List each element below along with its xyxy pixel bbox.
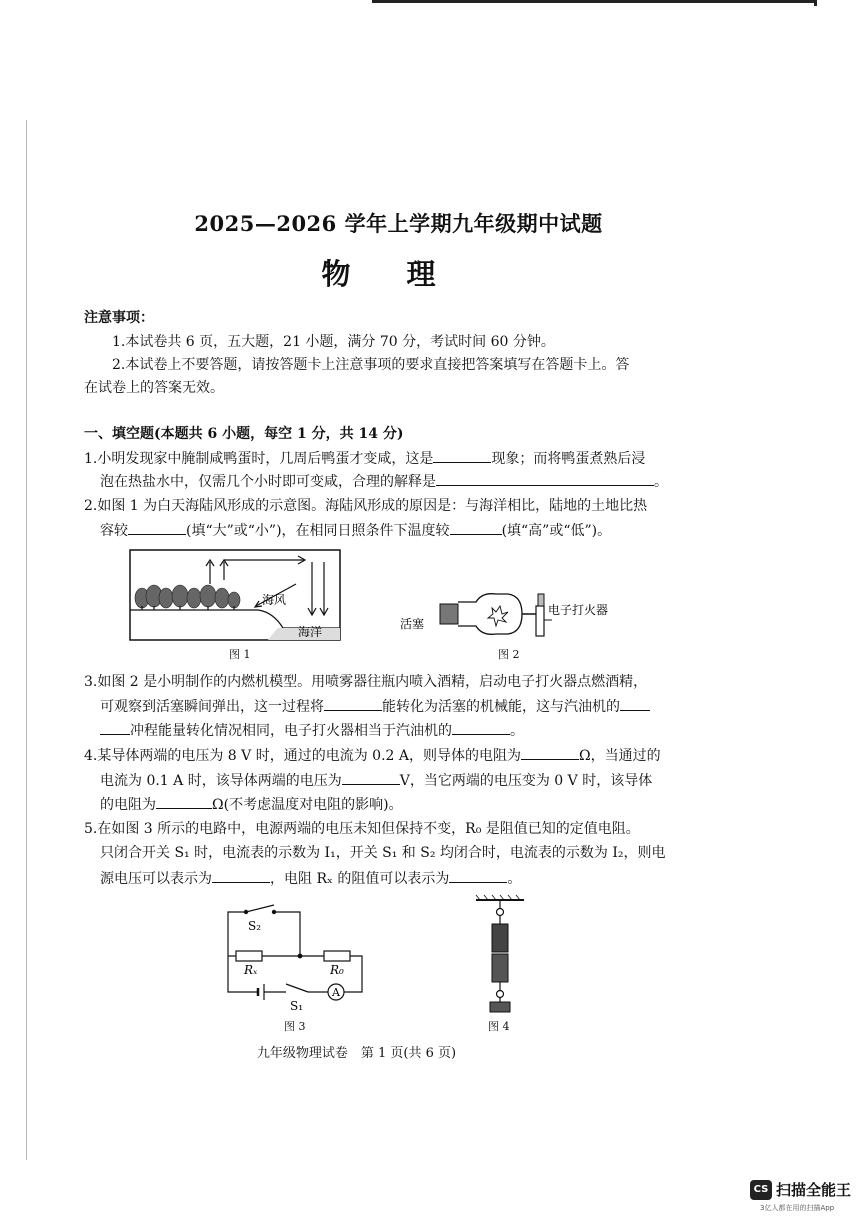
q3-answer-blank-3[interactable] — [452, 720, 510, 735]
notice-heading: 注意事项： — [84, 310, 154, 326]
fig3-s1-label: S₁ — [290, 999, 304, 1013]
watermark-slogan: 3亿人都在用的扫描App — [760, 1204, 835, 1212]
q2-text-a: 容较 — [100, 523, 128, 539]
q5-answer-blank-2[interactable] — [449, 868, 507, 883]
q4-text-b: Ω，当通过的 — [579, 748, 661, 764]
figure-4-hanging-lead-blocks — [470, 894, 530, 1016]
q5-text-a: 源电压可以表示为 — [100, 871, 212, 887]
fig3-rx-label: Rₓ — [244, 963, 258, 977]
figure-2-caption: 图 2 — [498, 648, 520, 661]
subject-char-1: 物 — [321, 257, 351, 291]
q2-text-b: (填“大”或“小”)，在相同日照条件下温度较 — [186, 523, 450, 539]
subject-title — [0, 252, 757, 293]
q2-answer-blank-2[interactable] — [450, 520, 502, 535]
question-2-line-1: 2.如图 1 为白天海陆风形成的示意图。海陆风形成的原因是：与海洋相比，陆地的土地比热 — [84, 498, 648, 514]
notice-item-2-line-2: 在试卷上的答案无效。 — [84, 380, 224, 396]
watermark-app-name: 扫描全能王 — [776, 1181, 852, 1199]
q5-text-b: ，电阻 Rₓ 的阻值可以表示为 — [270, 871, 450, 887]
q4-text-a: 4.某导体两端的电压为 8 V 时，通过的电流为 0.2 A，则导体的电阻为 — [84, 748, 521, 764]
figure-1-caption: 图 1 — [229, 648, 251, 661]
exam-title: 2025—2026 学年上学期九年级期中试题 — [194, 211, 603, 236]
question-4-line-2 — [100, 770, 652, 791]
question-1-line-2 — [100, 471, 668, 492]
figure-3-caption: 图 3 — [284, 1020, 306, 1033]
q3-text-d: 。 — [510, 723, 524, 739]
notice-item-2-line-1: 2.本试卷上不要答题，请按答题卡上注意事项的要求直接把答案填写在答题卡上。答 — [112, 357, 630, 373]
fig3-ammeter-label: A — [332, 986, 340, 999]
question-3-line-2 — [100, 696, 650, 717]
q1-text-d: 。 — [654, 474, 668, 490]
notice-item-1: 1.本试卷共 6 页，五大题，21 小题，满分 70 分，考试时间 60 分钟。 — [112, 334, 555, 350]
fig3-r0-label: R₀ — [330, 963, 344, 977]
subject-char-2: 理 — [406, 257, 436, 291]
figure-2-engine-model — [398, 588, 628, 638]
question-4-line-1 — [84, 745, 661, 766]
question-2-line-2 — [100, 520, 611, 541]
q3-text-c: 冲程能量转化情况相同，电子打火器相当于汽油机的 — [130, 723, 452, 739]
q2-text-c: (填“高”或“低”)。 — [501, 523, 612, 539]
q1-answer-blank-1[interactable] — [433, 448, 491, 463]
q3-text-a: 可观察到活塞瞬间弹出，这一过程将 — [100, 699, 324, 715]
question-1-line-1 — [84, 448, 645, 469]
q4-answer-blank-3[interactable] — [156, 794, 212, 809]
q1-text-a: 1.小明发现家中腌制咸鸭蛋时，几周后鸭蛋才变咸，这是 — [84, 451, 434, 467]
q3-answer-blank-2b[interactable] — [100, 720, 130, 735]
figure-4-caption: 图 4 — [488, 1020, 510, 1033]
q4-answer-blank-1[interactable] — [521, 745, 579, 760]
question-5-line-3 — [100, 868, 521, 889]
scan-corner-mark — [814, 0, 817, 6]
question-3-line-3 — [100, 720, 524, 741]
scan-top-edge-line — [372, 0, 816, 3]
fig1-wind-label: 海风 — [262, 593, 287, 607]
q1-text-b: 现象；而将鸭蛋煮熟后浸 — [491, 451, 646, 467]
fig3-s2-label: S₂ — [248, 919, 262, 933]
q5-answer-blank-1[interactable] — [212, 868, 270, 883]
q3-text-b: 能转化为活塞的机械能，这与汽油机的 — [382, 699, 620, 715]
q1-text-c: 泡在热盐水中，仅需几个小时即可变咸，合理的解释是 — [100, 474, 436, 490]
q4-text-e: 的电阻为 — [100, 797, 156, 813]
fig1-sea-label: 海洋 — [298, 625, 323, 639]
q4-answer-blank-2[interactable] — [342, 770, 400, 785]
question-5-line-2: 只闭合开关 S₁ 时，电流表的示数为 I₁，开关 S₁ 和 S₂ 均闭合时，电流表的示数为 I₂，则电 — [100, 845, 666, 861]
section-1-heading: 一、填空题(本题共 6 小题，每空 1 分，共 14 分) — [84, 426, 404, 442]
q4-text-f: Ω(不考虑温度对电阻的影响)。 — [212, 797, 403, 813]
q3-answer-blank-2a[interactable] — [620, 696, 650, 711]
q2-answer-blank-1[interactable] — [128, 520, 186, 535]
page-footer: 九年级物理试卷 第 1 页(共 6 页) — [256, 1046, 457, 1061]
question-4-line-3 — [100, 794, 403, 815]
q1-answer-blank-2[interactable] — [436, 471, 654, 486]
fig2-piston-label: 活塞 — [400, 617, 425, 631]
q3-answer-blank-1[interactable] — [324, 696, 382, 711]
q4-text-c: 电流为 0.1 A 时，该导体两端的电压为 — [100, 773, 342, 789]
question-5-line-1: 5.在如图 3 所示的电路中，电源两端的电压未知但保持不变，R₀ 是阻值已知的定值电阻。 — [84, 821, 640, 837]
question-3-line-1: 3.如图 2 是小明制作的内燃机模型。用喷雾器往瓶内喷入酒精，启动电子打火器点燃酒精， — [84, 674, 648, 690]
q5-text-c: 。 — [507, 871, 522, 887]
figure-3-circuit-diagram — [212, 904, 372, 1014]
q4-text-d: V，当它两端的电压变为 0 V 时，该导体 — [399, 773, 653, 789]
camscanner-logo-icon: CS — [750, 1180, 772, 1200]
fig2-igniter-label: 电子打火器 — [548, 603, 609, 617]
figure-1-sea-breeze-diagram — [128, 548, 344, 644]
